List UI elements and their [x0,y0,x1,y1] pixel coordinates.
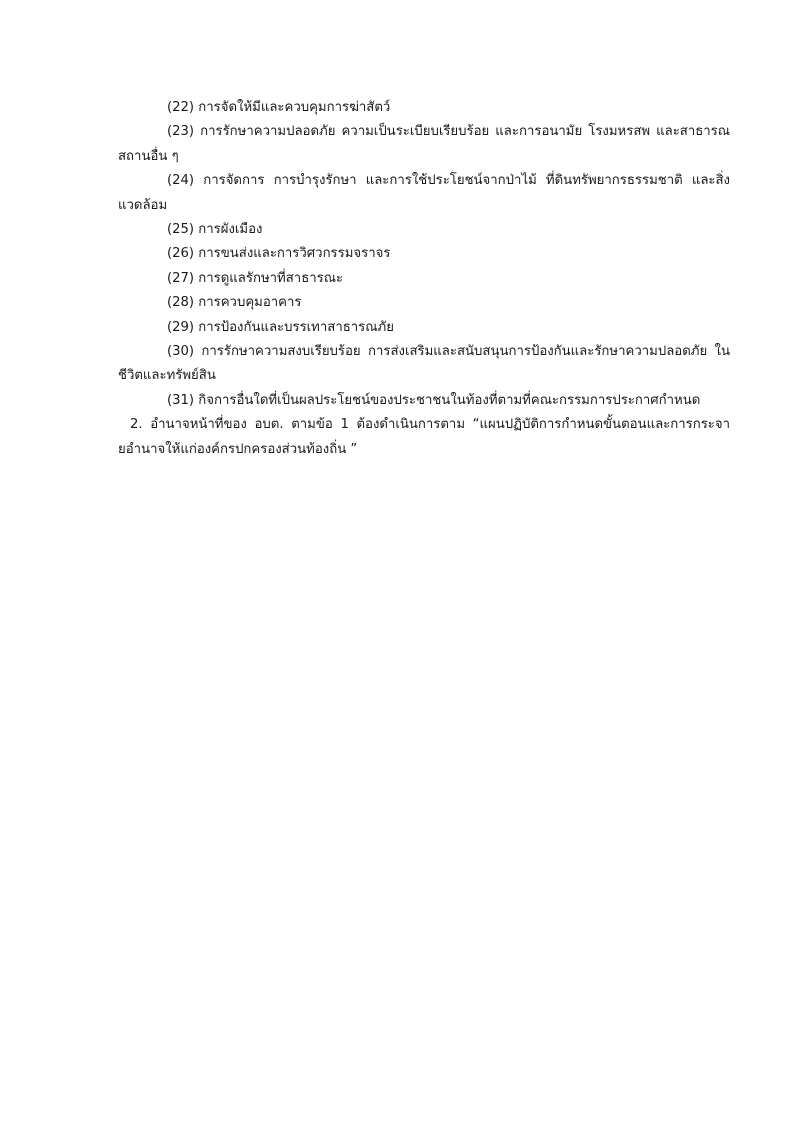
list-item-31: (31) กิจการอื่นใดที่เป็นผลประโยชน์ของประชาชนในท้องที่ตามที่คณะกรรมการประกาศกำหนด [167,392,701,408]
list-item-30: (30) การรักษาความสงบเรียบร้อย การส่งเสริมและสนับสนุนการป้องกันและรักษาความปลอดภัย ในชีวิตและทรัพย์สิน [118,344,730,384]
list-item-22: (22) การจัดให้มีและควบคุมการฆ่าสัตว์ [167,100,391,115]
point-2-paragraph: 2. อำนาจหน้าที่ของ อบต. ตามข้อ 1 ต้องดำเนินการตาม “แผนปฏิบัติการกำหนดขั้นตอนและการกระจายอำนาจให้แก่องค์กรปกครองส่วนท้องถิ่น ” [118,417,730,457]
list-item-25: (25) การผังเมือง [167,222,263,238]
document-body [118,96,730,462]
list-item-27: (27) การดูแลรักษาที่สาธารณะ [167,270,344,286]
list-item-29: (29) การป้องกันและบรรเทาสาธารณภัย [167,319,394,335]
list-item-24: (24) การจัดการ การบำรุงรักษา และการใช้ประโยชน์จากป่าไม้ ที่ดินทรัพยากรธรรมชาติ และสิ่งแวดล้อม [118,173,730,213]
list-item-28: (28) การควบคุมอาคาร [167,295,302,311]
list-item-26: (26) การขนส่งและการวิศวกรรมจราจร [167,246,391,262]
list-item-23: (23) การรักษาความปลอดภัย ความเป็นระเบียบเรียบร้อย และการอนามัย โรงมหรสพ และสาธารณสถานอื่น ๆ [118,124,730,164]
